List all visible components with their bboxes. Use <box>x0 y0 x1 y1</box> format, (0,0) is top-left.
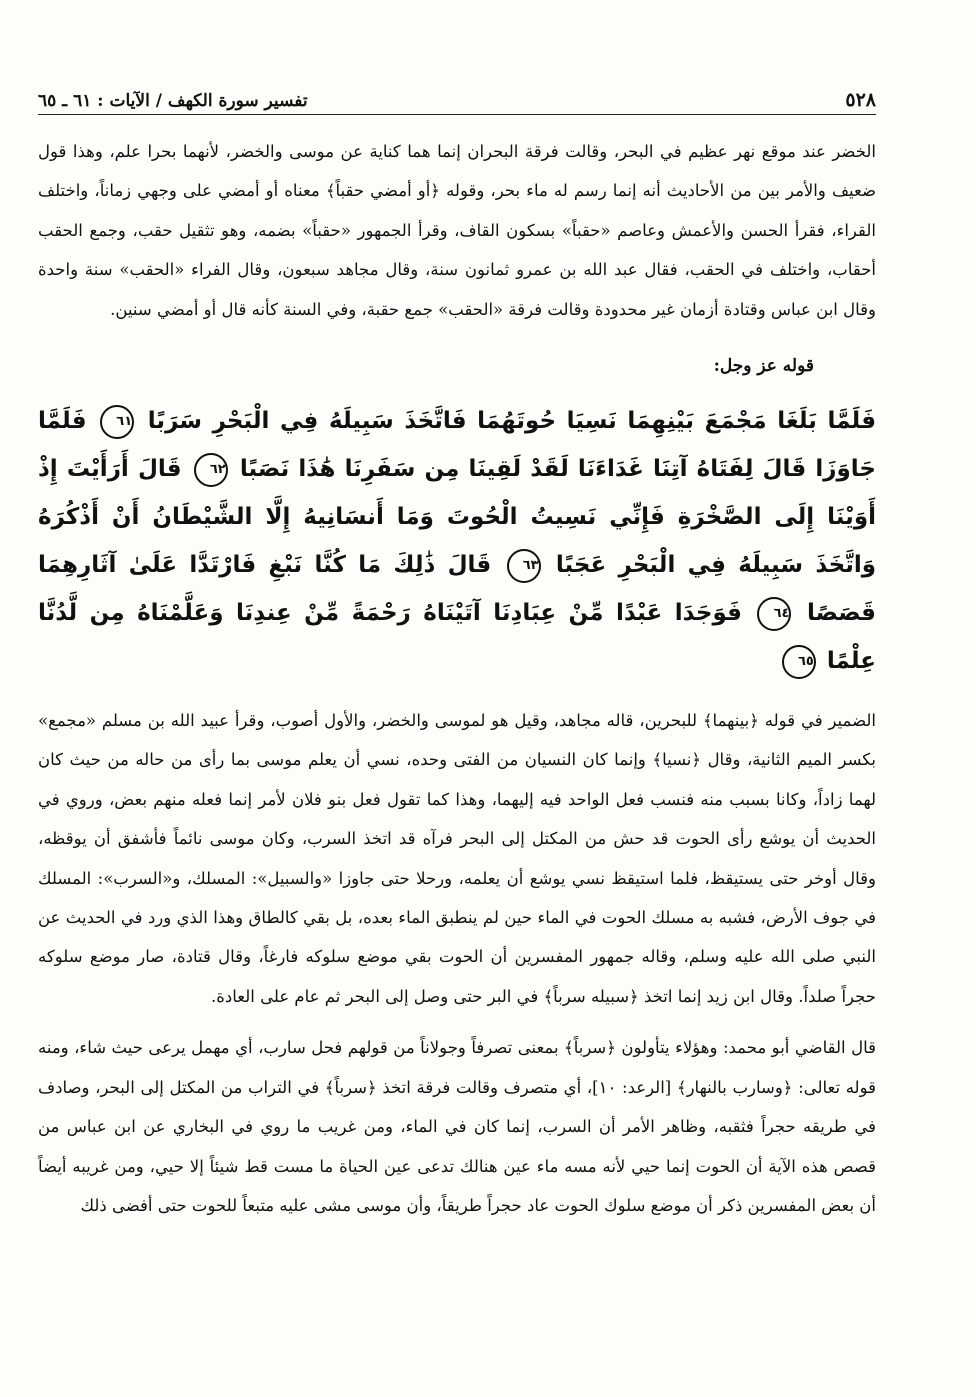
commentary-paragraph-2: الضمير في قوله ﴿بينهما﴾ للبحرين، قاله مجاهد، وقيل هو لموسى والخضر، والأول أصوب، وقرأ عبيد الله بن مسلم «مجمع» بكسر الميم الثانية، وقال ﴿نسيا﴾ وإنما كان النسيان من الفتى وحده، نسي أن يعلم موسى بما رأى من حاله من حيث كان لهما زاداً، وكانا بسبب منه فنسب فعل الواحد فيه إليهما، وهذا كما تقول فعل بنو فلان لأمر إنما فعله منهم بعض، وروي في الحديث أن يوشع رأى الحوت قد حش من المكتل إلى البحر فرآه قد اتخذ السرب، وكان موسى نائماً فأشفق أن يوقظه، وقال أوخر حتى يستيقظ، فلما استيقظ نسي يوشع أن يعلمه، ورحلا حتى جاوزا «والسبيل»: المسلك، و«السرب»: المسلك في جوف الأرض، فشبه به مسلك الحوت في الماء حين لم ينطبق الماء بعده، بل بقي كالطاق وهذا الذي ورد في الحديث عن النبي صلى الله عليه وسلم، وقاله جمهور المفسرين أن الحوت بقي موضع سلوكه فارغاً، وقال قتادة، صار موضع سلوكه حجراً صلداً. وقال ابن زيد إنما اتخذ ﴿سبيله سرباً﴾ في البر حتى وصل إلى البحر ثم عام على العادة. <box>38 711 876 1006</box>
verse-text: فَوَجَدَا عَبْدًا مِّنْ عِبَادِنَا آتَيْنَاهُ رَحْمَةً مِّنْ عِندِنَا وَعَلَّمْنَاهُ مِن لَّدُنَّا عِلْمًا <box>38 600 876 675</box>
ayah-number-marker: ٦٢ <box>194 453 228 487</box>
page-header <box>38 80 876 115</box>
page-number: ٥٢٨ <box>845 89 876 111</box>
verse-intro: قوله عز وجل: <box>713 356 814 377</box>
commentary-paragraph-3: قال القاضي أبو محمد: وهؤلاء يتأولون ﴿سرباً﴾ بمعنى تصرفاً وجولاناً من قولهم فحل سارب، أي مهمل يرعى حيث شاء، ومنه قوله تعالى: ﴿وسارب بالنهار﴾ [الرعد: ١٠]، أي متصرف وقالت فرقة اتخذ ﴿سرباً﴾ في التراب من المكتل إلى البحر، وصادف في طريقه حجراً فثقبه، وظاهر الأمر أن السرب، إنما كان في الماء، ومن غريب ما روي في البخاري عن ابن عباس من قصص هذه الآية أن الحوت إنما حيي لأنه مسه ماء عين هنالك تدعى عين الحياة ما مست قط شيئاً إلا حيي، ومن غريبه أيضاً أن بعض المفسرين ذكر أن موضع سلوك الحوت عاد حجراً طريقاً، وأن موسى مشى عليه متبعاً للحوت حتى أفضى ذلك <box>38 1038 877 1215</box>
ayah-number-marker: ٦٣ <box>507 549 541 583</box>
ayah-number-marker: ٦١ <box>100 405 134 439</box>
commentary-paragraph-1: الخضر عند موقع نهر عظيم في البحر، وقالت فرقة البحران إنما هما كناية عن موسى والخضر، لأنهما بحرا علم، وهذا قول ضعيف والأمر بين من الأحاديث أنه إنما رسم له ماء بحر، وقوله ﴿أو أمضي حقباً﴾ معناه أو أمضي على وجهي زماناً، واختلف القراء، فقرأ الحسن والأعمش وعاصم «حقباً» بسكون القاف، وقرأ الجمهور «حقباً» بضمه، وهو تثقيل حقب، وجمع الحقب أحقاب، واختلف في الحقب، فقال عبد الله بن عمرو ثمانون سنة، وقال مجاهد سبعون، وقال الفراء «الحقب» سنة واحدة وقال ابن عباس وقتادة أزمان غير محدودة وقالت فرقة «الحقب» جمع حقبة، وفي السنة كأنه قال أو أمضي سنين. <box>38 142 876 319</box>
ayah-number-marker: ٦٤ <box>757 597 791 631</box>
quran-verses-block <box>38 397 876 685</box>
verse-text: فَلَمَّا بَلَغَا مَجْمَعَ بَيْنِهِمَا نَسِيَا حُوتَهُمَا فَاتَّخَذَ سَبِيلَهُ فِي الْبَحْرِ سَرَبًا <box>147 408 877 435</box>
running-title: تفسير سورة الكهف / الآيات : ٦١ ـ ٦٥ <box>38 91 308 111</box>
verse-text: فَلَمَّا جَاوَزَا قَالَ لِفَتَاهُ آتِنَا غَدَاءَنَا لَقَدْ لَقِينَا مِن سَفَرِنَا هَٰذَا نَصَبًا <box>38 408 876 483</box>
book-page <box>38 80 876 1380</box>
ayah-number-marker: ٦٥ <box>782 645 816 679</box>
verse-text: قَالَ أَرَأَيْتَ إِذْ أَوَيْنَا إِلَى الصَّخْرَةِ فَإِنِّي نَسِيتُ الْحُوتَ وَمَا أَنسَانِيهُ إِلَّا الشَّيْطَانُ أَنْ أَذْكُرَهُ وَاتَّخَذَ سَبِيلَهُ فِي الْبَحْرِ عَجَبًا <box>38 456 877 579</box>
page-body <box>38 132 876 1225</box>
verse-text: قَالَ ذَٰلِكَ مَا كُنَّا نَبْغِ فَارْتَدَّا عَلَىٰ آثَارِهِمَا قَصَصًا <box>38 552 876 627</box>
